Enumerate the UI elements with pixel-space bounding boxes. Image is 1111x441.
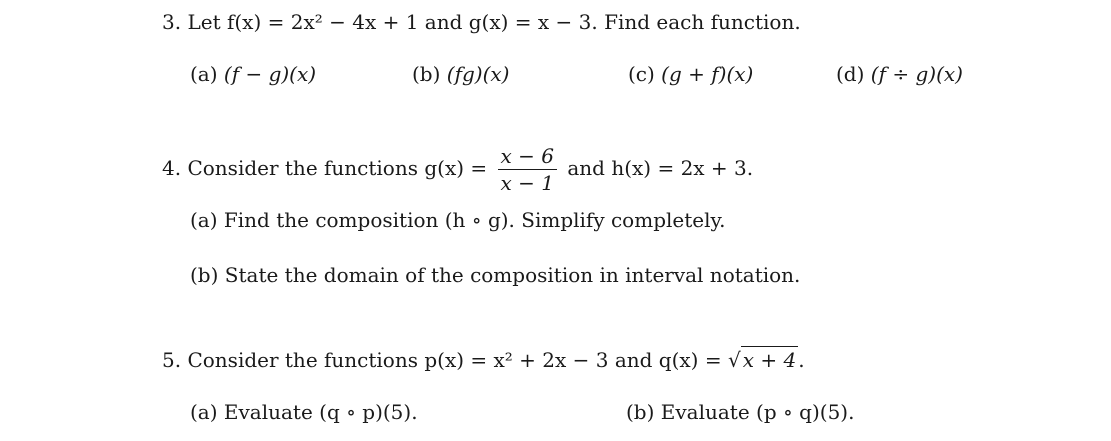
part-label: (d) [836, 62, 865, 86]
problem-5-number: 5. [162, 348, 182, 372]
part-label: (a) [190, 62, 218, 86]
fraction [498, 146, 557, 193]
part-text: State the domain of the composition in interval notation. [224, 263, 801, 287]
part-expression: (g + f)(x) [661, 62, 754, 86]
part-expression: (f − g)(x) [223, 62, 317, 86]
part-label: (b) [190, 263, 219, 287]
part-text: Find the composition (h ∘ g). Simplify completely. [223, 208, 726, 232]
fraction-numerator: x − 6 [498, 146, 557, 170]
part-text: Evaluate (p ∘ q)(5). [660, 400, 855, 424]
part-text: Evaluate (q ∘ p)(5). [223, 400, 418, 424]
problem-4-text-prefix: Consider the functions g(x) = [187, 156, 488, 180]
fraction-denominator: x − 1 [500, 171, 554, 195]
problem-3b [412, 64, 509, 84]
problem-3c [628, 64, 753, 84]
problem-4-text-suffix: and h(x) = 2x + 3. [567, 156, 754, 180]
problem-3-number: 3. [162, 10, 182, 34]
problem-5-text-prefix: Consider the functions p(x) = x² + 2x − 3 and q(x) = √ [187, 348, 741, 372]
radicand: x + 4 [742, 348, 797, 372]
problem-5-statement [162, 350, 805, 370]
problem-3-text: Let f(x) = 2x² − 4x + 1 and g(x) = x − 3. Find each function. [187, 10, 801, 34]
problem-4-number: 4. [162, 156, 182, 180]
part-label: (c) [628, 62, 655, 86]
problem-5-text-suffix: . [798, 348, 805, 372]
part-label: (a) [190, 208, 218, 232]
problem-3-statement [162, 12, 801, 32]
part-label: (b) [412, 62, 441, 86]
part-label: (a) [190, 400, 218, 424]
part-expression: (fg)(x) [446, 62, 510, 86]
problem-4-statement [162, 146, 753, 193]
part-label: (b) [626, 400, 655, 424]
part-expression: (f ÷ g)(x) [870, 62, 963, 86]
square-root [741, 350, 798, 370]
problem-5a [190, 402, 418, 422]
problem-3a [190, 64, 316, 84]
problem-4a [190, 210, 726, 230]
problem-5b [626, 402, 854, 422]
problem-3d [836, 64, 963, 84]
problem-4b [190, 265, 800, 285]
